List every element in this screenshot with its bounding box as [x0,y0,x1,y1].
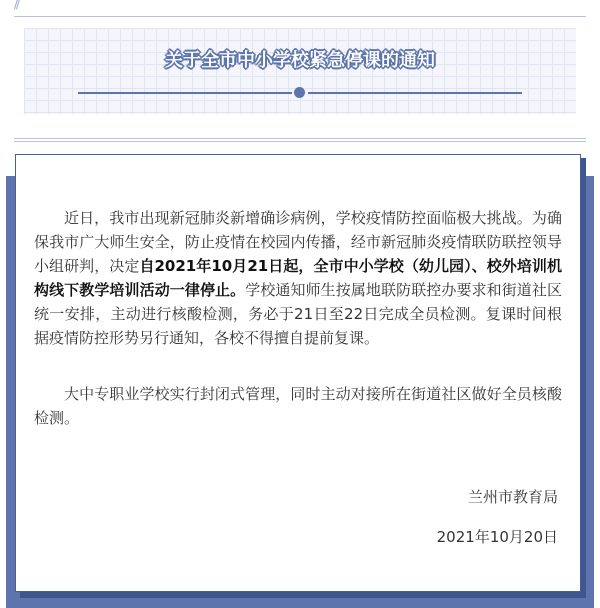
header-bottom-rule-second [14,141,586,142]
issue-date: 2021年10月20日 [436,528,558,546]
header-bottom-rule [14,138,586,139]
title-divider-left [78,92,292,94]
header-band [0,0,600,160]
notice-title: 关于全市中小学校紧急停课的通知 [165,50,435,71]
paragraph-1-emphasis: 自2021年10月21日起，全市中小学校（幼儿园）、校外培训机构线下教学培训活动一律停止。 [34,257,562,299]
header-top-rule [14,16,586,17]
title-divider-dot [294,87,305,98]
title-divider-right [308,92,522,94]
issuer-signature: 兰州市教育局 [467,488,558,506]
notice-paragraph-1 [34,206,562,350]
notice-paragraph-2: 大中专职业学校实行封闭式管理，同时主动对接所在街道社区做好全员核酸检测。 [34,385,562,427]
paragraph-1-intro: 近日，我市出现新冠肺炎新增确诊病例，学校疫情防控面临极大挑战。为确保我市广大师生安全，防止疫情在校园内传播，经市新冠肺炎疫情联防联控领导小组研判，决定 [34,209,562,275]
paragraph-1-rest: 学校通知师生按属地联防联控办要求和街道社区统一安排，主动进行核酸检测，务必于21日至22日完成全员检测。复课时间根据疫情防控形势另行通知，各校不得擅自提前复课。 [34,281,562,347]
corner-slash-mark: // [14,0,19,11]
